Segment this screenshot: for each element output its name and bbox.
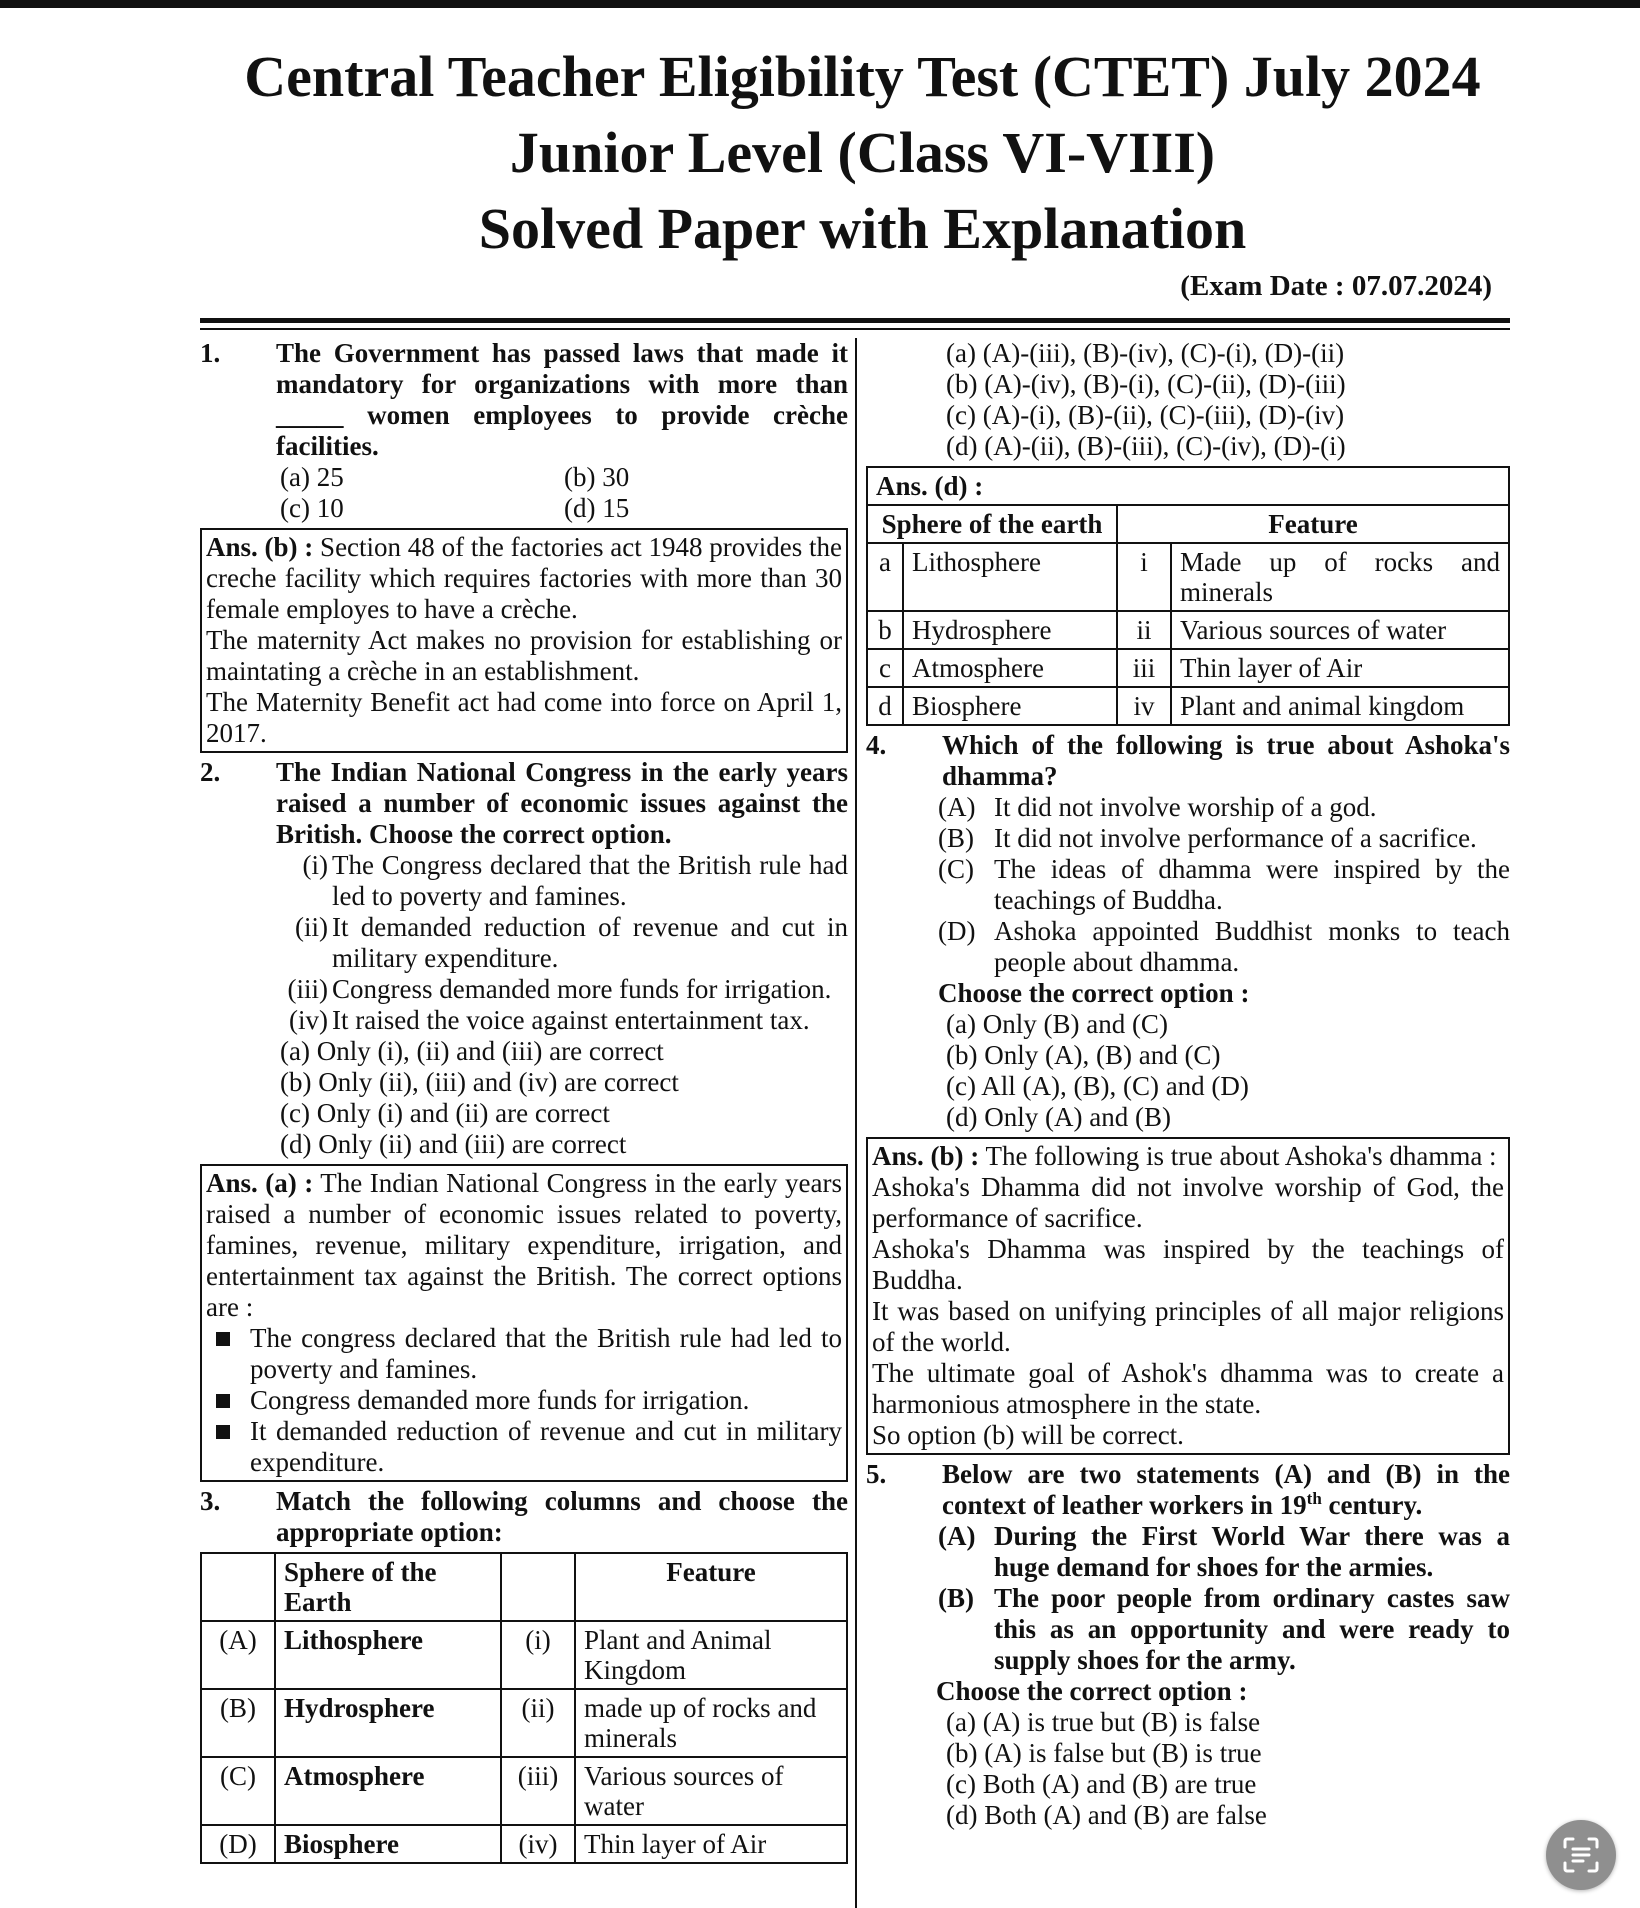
statement-number: (A) <box>938 1521 976 1551</box>
question-text: Below are two statements (A) and (B) in the context of leather workers in 19 <box>942 1459 1510 1520</box>
feature-cell: Thin layer of Air <box>1171 649 1509 687</box>
question-1 <box>200 338 848 462</box>
question-text: The Indian National Congress in the early years raised a number of economic issues against the British. Choose the correct option. <box>276 757 848 849</box>
feature-cell: Various sources of water <box>575 1757 847 1825</box>
statement-text: It did not involve performance of a sacrifice. <box>994 823 1477 853</box>
table-cell <box>501 1553 575 1621</box>
row-num: (iii) <box>501 1757 575 1825</box>
row-key: b <box>867 611 903 649</box>
row-key: (C) <box>201 1757 275 1825</box>
q1-options <box>200 462 848 524</box>
option-b: (b) (A) is false but (B) is true <box>946 1738 1262 1768</box>
statement-text: It did not involve worship of a god. <box>994 792 1377 822</box>
option-c: (c) Both (A) and (B) are true <box>946 1769 1257 1799</box>
feature-cell: Plant and animal kingdom <box>1171 687 1509 725</box>
row-num: iv <box>1117 687 1171 725</box>
feature-cell: Thin layer of Air <box>575 1825 847 1863</box>
row-key: c <box>867 649 903 687</box>
answer-label: Ans. (b) : <box>206 532 314 562</box>
statement-number: (ii) <box>295 912 328 942</box>
answer-bullet: Congress demanded more funds for irrigation. <box>206 1385 842 1416</box>
option-a: (a) 25 <box>280 462 344 492</box>
question-text: Match the following columns and choose the appropriate option: <box>276 1486 848 1547</box>
table-row <box>867 687 1509 725</box>
sphere-cell: Biosphere <box>275 1825 501 1863</box>
q3-answer-table <box>866 466 1510 726</box>
feature-cell: Plant and Animal Kingdom <box>575 1621 847 1689</box>
option-c: (c) 10 <box>280 493 344 523</box>
q5-options <box>866 1707 1510 1831</box>
statement-number: (C) <box>938 854 974 884</box>
q3-options <box>866 338 1510 462</box>
table-row <box>201 1621 847 1689</box>
feature-cell: Made up of rocks and minerals <box>1171 543 1509 611</box>
q4-statements <box>866 792 1510 978</box>
q5-statements <box>866 1521 1510 1676</box>
column-divider <box>855 338 857 1908</box>
row-key: (B) <box>201 1689 275 1757</box>
column-header: Sphere of the Earth <box>275 1553 501 1621</box>
statement-number: (i) <box>302 850 328 880</box>
answer-text: The Indian National Congress in the early years raised a number of economic issues related to poverty, famines, revenue, military expenditure, irrigation, and entertainment tax against the British. The correct options are : <box>206 1168 842 1322</box>
column-header: Feature <box>1117 505 1509 543</box>
row-key: (D) <box>201 1825 275 1863</box>
answer-label: Ans. (a) : <box>206 1168 314 1198</box>
option-a: (a) (A)-(iii), (B)-(iv), (C)-(i), (D)-(ii) <box>946 338 1345 368</box>
option-a: (a) (A) is true but (B) is false <box>946 1707 1261 1737</box>
row-num: (ii) <box>501 1689 575 1757</box>
option-a: (a) Only (i), (ii) and (iii) are correct <box>280 1036 664 1066</box>
question-number: 4. <box>866 730 887 760</box>
option-a: (a) Only (B) and (C) <box>946 1009 1168 1039</box>
answer-text: Section 48 of the factories act 1948 provides the creche facility which requires factories with more than 30 female employes to have a crèche. <box>206 532 842 624</box>
option-c: (c) All (A), (B), (C) and (D) <box>946 1071 1249 1101</box>
statement <box>938 1521 1510 1583</box>
answer-text: The ultimate goal of Ashok's dhamma was to create a harmonious atmosphere in the state. <box>872 1358 1504 1419</box>
statement-text: The poor people from ordinary castes saw this as an opportunity and were ready to supply shoes for the army. <box>994 1583 1510 1675</box>
feature-cell: Various sources of water <box>1171 611 1509 649</box>
row-num: iii <box>1117 649 1171 687</box>
option-d: (d) (A)-(ii), (B)-(iii), (C)-(iv), (D)-(i) <box>946 431 1346 461</box>
question-number: 3. <box>200 1486 221 1516</box>
statement <box>276 974 848 1005</box>
answer-text: It was based on unifying principles of all major religions of the world. <box>872 1296 1504 1357</box>
statement <box>276 1005 848 1036</box>
question-2 <box>200 757 848 850</box>
paper-title-line1: Central Teacher Eligibility Test (CTET) July 2024 <box>244 44 1481 109</box>
sphere-cell: Hydrosphere <box>903 611 1117 649</box>
question-number: 2. <box>200 757 221 787</box>
statement-number: (A) <box>938 792 976 822</box>
sphere-cell: Atmosphere <box>275 1757 501 1825</box>
question-4 <box>866 730 1510 792</box>
option-d: (d) Both (A) and (B) are false <box>946 1800 1267 1830</box>
sphere-cell: Lithosphere <box>903 543 1117 611</box>
row-key: d <box>867 687 903 725</box>
q1-answer-box <box>200 528 848 753</box>
option-d: (d) Only (ii) and (iii) are correct <box>280 1129 627 1159</box>
paper-title-line3: Solved Paper with Explanation <box>478 196 1247 261</box>
statement-number: (B) <box>938 823 974 853</box>
right-column <box>866 338 1510 1831</box>
option-b: (b) Only (A), (B) and (C) <box>946 1040 1221 1070</box>
text-scan-button[interactable] <box>1546 1820 1616 1890</box>
left-column <box>200 338 848 1864</box>
column-header: Sphere of the earth <box>867 505 1117 543</box>
sphere-cell: Atmosphere <box>903 649 1117 687</box>
statement-text: It raised the voice against entertainment tax. <box>332 1005 810 1035</box>
row-num: (iv) <box>501 1825 575 1863</box>
table-row <box>201 1757 847 1825</box>
statement <box>938 823 1510 854</box>
exam-date: (Exam Date : 07.07.2024) <box>1180 270 1492 302</box>
statement-text: Ashoka appointed Buddhist monks to teach people about dhamma. <box>994 916 1510 977</box>
option-b: (b) (A)-(iv), (B)-(i), (C)-(ii), (D)-(iii) <box>946 369 1346 399</box>
option-c: (c) (A)-(i), (B)-(ii), (C)-(iii), (D)-(iv) <box>946 400 1345 430</box>
statement <box>938 854 1510 916</box>
answer-text: So option (b) will be correct. <box>872 1420 1184 1450</box>
statement-text: The Congress declared that the British rule had led to poverty and famines. <box>332 850 848 911</box>
statement <box>276 912 848 974</box>
statement-text: It demanded reduction of revenue and cut in military expenditure. <box>332 912 848 973</box>
text-scan-icon <box>1561 1835 1601 1875</box>
table-row <box>867 611 1509 649</box>
option-b: (b) 30 <box>564 462 630 492</box>
answer-text: Ashoka's Dhamma was inspired by the teachings of Buddha. <box>872 1234 1504 1295</box>
answer-label: Ans. (b) : <box>872 1141 980 1171</box>
q3-match-table <box>200 1552 848 1864</box>
question-text: century. <box>1321 1490 1423 1520</box>
q2-answer-box <box>200 1164 848 1482</box>
option-d: (d) 15 <box>564 493 630 523</box>
statement-text: The ideas of dhamma were inspired by the teachings of Buddha. <box>994 854 1510 915</box>
row-key: a <box>867 543 903 611</box>
question-5 <box>866 1459 1510 1521</box>
statement <box>938 792 1510 823</box>
answer-bullet: The congress declared that the British rule had led to poverty and famines. <box>206 1323 842 1385</box>
table-row <box>201 1825 847 1863</box>
table-row <box>201 1689 847 1757</box>
statement-text: During the First World War there was a huge demand for shoes for the armies. <box>994 1521 1510 1582</box>
question-3 <box>200 1486 848 1548</box>
statement-number: (iii) <box>287 974 328 1004</box>
table-row <box>867 649 1509 687</box>
top-border <box>0 0 1640 8</box>
sphere-cell: Lithosphere <box>275 1621 501 1689</box>
q4-answer-box <box>866 1137 1510 1455</box>
q4-options <box>866 1009 1510 1133</box>
sphere-cell: Hydrosphere <box>275 1689 501 1757</box>
question-text: The Government has passed laws that made it mandatory for organizations with more than <box>276 338 848 399</box>
header-rule <box>200 318 1510 323</box>
q2-options <box>200 1036 848 1160</box>
answer-label: Ans. (d) : <box>867 467 1509 505</box>
answer-text: The maternity Act makes no provision for establishing or maintating a crèche in an establishment. <box>206 625 842 686</box>
statement-number: (iv) <box>289 1005 328 1035</box>
statement <box>938 1583 1510 1676</box>
header-rule-thin <box>200 328 1510 330</box>
answer-text: The Maternity Benefit act had come into force on April 1, 2017. <box>206 687 842 748</box>
statement-text: Congress demanded more funds for irrigation. <box>332 974 832 1004</box>
option-d: (d) Only (A) and (B) <box>946 1102 1171 1132</box>
sphere-cell: Biosphere <box>903 687 1117 725</box>
column-header: Feature <box>575 1553 847 1621</box>
question-text: Which of the following is true about Ashoka's dhamma? <box>942 730 1510 791</box>
blank: _____ <box>276 400 344 430</box>
q2-statements <box>200 850 848 1036</box>
answer-bullet: It demanded reduction of revenue and cut in military expenditure. <box>206 1416 842 1478</box>
superscript: th <box>1306 1489 1322 1508</box>
choose-label: Choose the correct option : <box>936 1676 1248 1706</box>
statement <box>276 850 848 912</box>
paper-title-line2: Junior Level (Class VI-VIII) <box>509 120 1216 185</box>
answer-text: Ashoka's Dhamma did not involve worship of God, the performance of sacrifice. <box>872 1172 1504 1233</box>
choose-label: Choose the correct option : <box>938 978 1250 1008</box>
option-c: (c) Only (i) and (ii) are correct <box>280 1098 610 1128</box>
statement-number: (B) <box>938 1583 974 1613</box>
question-number: 5. <box>866 1459 887 1489</box>
table-cell <box>201 1553 275 1621</box>
row-num: i <box>1117 543 1171 611</box>
question-number: 1. <box>200 338 221 368</box>
statement <box>938 916 1510 978</box>
statement-number: (D) <box>938 916 976 946</box>
question-text: women employees to provide crèche facilities. <box>276 400 848 461</box>
row-key: (A) <box>201 1621 275 1689</box>
row-num: ii <box>1117 611 1171 649</box>
feature-cell: made up of rocks and minerals <box>575 1689 847 1757</box>
answer-text: The following is true about Ashoka's dhamma : <box>979 1141 1497 1171</box>
option-b: (b) Only (ii), (iii) and (iv) are correct <box>280 1067 679 1097</box>
row-num: (i) <box>501 1621 575 1689</box>
table-row <box>867 543 1509 611</box>
